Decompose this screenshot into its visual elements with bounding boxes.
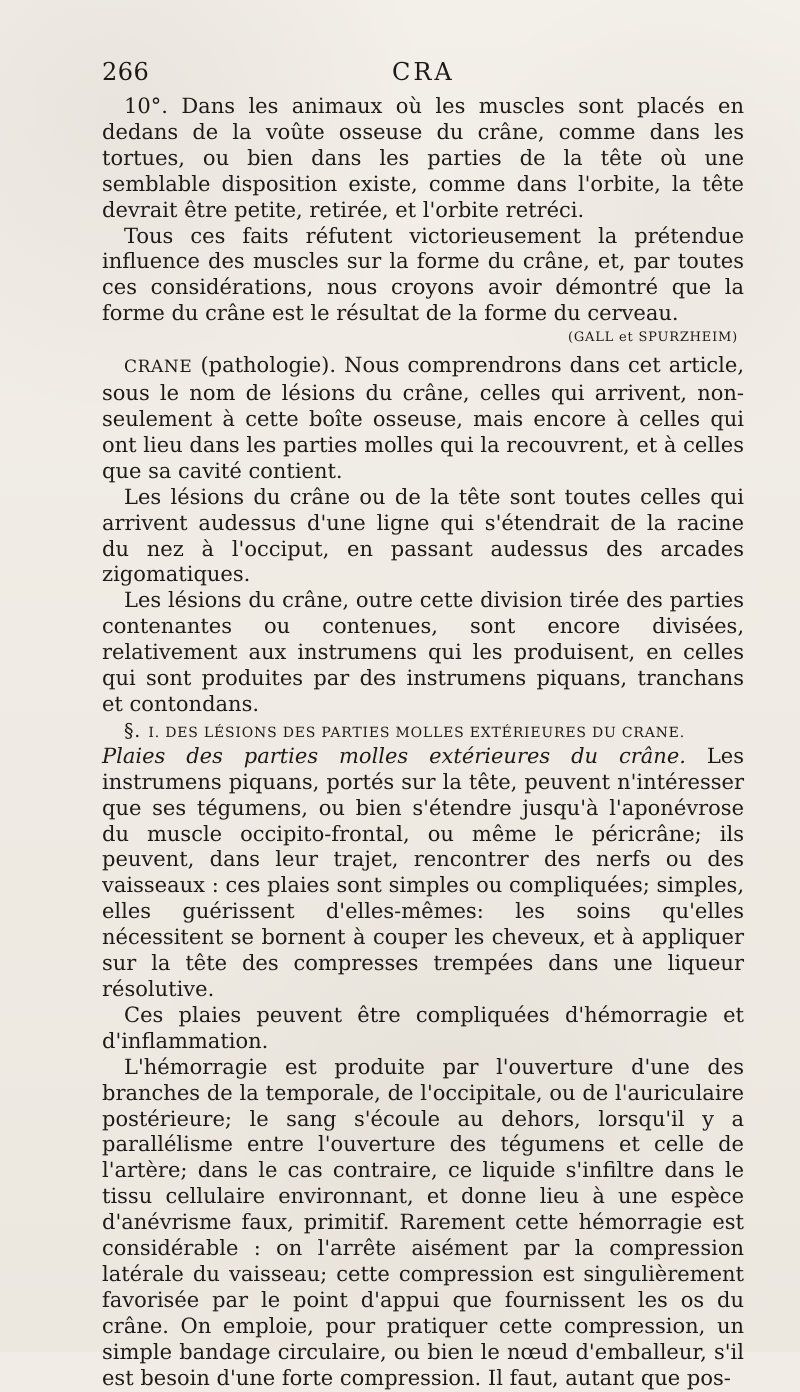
paragraph-5: Les lésions du crâne, outre cette division tirée des parties contenantes ou contenues, sont encore divisées, relativement aux instrumens qui les produisent, en celles qui sont produites par des instrumens piquans, tranchans et contondans. bbox=[102, 588, 744, 716]
paragraph-7: Ces plaies peuvent être compliquées d'hémorragie et d'inflammation. bbox=[102, 1002, 744, 1053]
paragraph-4: Les lésions du crâne ou de la tête sont toutes celles qui arrivent audessus d'une ligne qui s'étendrait de la racine du nez à l'occiput, en passant audessus des arcades zigomatiques. bbox=[102, 484, 744, 587]
section-mark: §. bbox=[124, 719, 142, 742]
page-header bbox=[102, 58, 742, 86]
paragraph-8: L'hémorragie est produite par l'ouverture d'une des branches de la temporale, de l'occipitale, ou de l'auriculaire postérieure; le sang s'écoule au dehors, lorsqu'il y a parallélisme entre l'ouverture des tégumens et celle de l'artère; dans le cas contraire, ce liquide s'infiltre dans le tissu cellulaire environnant, et donne lieu à une espèce d'anévrisme faux, primitif. Rarement cette hémorragie est considérable : on l'arrête aisément par la compression latérale du vaisseau; cette compression est singulièrement favorisée par le point d'appui que fournissent les os du crâne. On emploie, pour pratiquer cette compression, un simple bandage circulaire, ou bien le nœud d'emballeur, s'il est besoin d'une forte compression. Il faut, autant que pos- bbox=[102, 1054, 744, 1390]
page-number: 266 bbox=[102, 58, 150, 86]
subheading-italic: Plaies des parties molles extérieures du crâne. bbox=[102, 743, 686, 768]
paragraph-2: Tous ces faits réfutent victorieusement la prétendue influence des muscles sur la forme du crâne, et, par toutes ces considérations, nous croyons avoir démontré que la forme du crâne est le résultat de la forme du cerveau. bbox=[102, 223, 744, 326]
author-signature: (GALL et SPURZHEIM) bbox=[567, 330, 738, 346]
paragraph-6-text: Les instrumens piquans, portés sur la tête, peuvent n'intéresser que ses tégumens, ou bien s'étendre jusqu'à l'aponévrose du muscle occipito-frontal, ou même le péricrâne; ils peuvent, dans leur trajet, rencontrer des nerfs ou des vaisseaux : ces plaies sont simples ou compliquées; simples, elles guérissent d'elles-mêmes: les soins qu'elles nécessitent se bornent à couper les cheveux, et à appliquer sur la tête des compresses trempées dans une liqueur résolutive. bbox=[102, 743, 744, 1001]
paragraph-1: 10°. Dans les animaux où les muscles sont placés en dedans de la voûte osseuse du crâne, comme dans les tortues, ou bien dans les parties de la tête où une semblable disposition existe, comme dans l'orbite, la tête devrait être petite, retirée, et l'orbite retréci. bbox=[102, 94, 744, 222]
running-head: CRA bbox=[392, 58, 455, 86]
section-heading-text: I. DES LÉSIONS DES PARTIES MOLLES EXTÉRIEURES DU CRANE. bbox=[148, 724, 685, 741]
page-body bbox=[102, 94, 744, 1392]
paragraph-3-text: (pathologie). Nous comprendrons dans cet article, sous le nom de lésions du crâne, celles qui arrivent, non-seulement à cette boîte osseuse, mais encore à celles qui ont lieu dans les parties molles qui la recouvrent, et à celles que sa cavité contient. bbox=[102, 353, 744, 483]
entry-heading: CRANE bbox=[124, 357, 193, 378]
paragraph-6 bbox=[102, 744, 744, 1003]
paragraph-3 bbox=[102, 353, 744, 485]
section-heading bbox=[102, 720, 744, 744]
